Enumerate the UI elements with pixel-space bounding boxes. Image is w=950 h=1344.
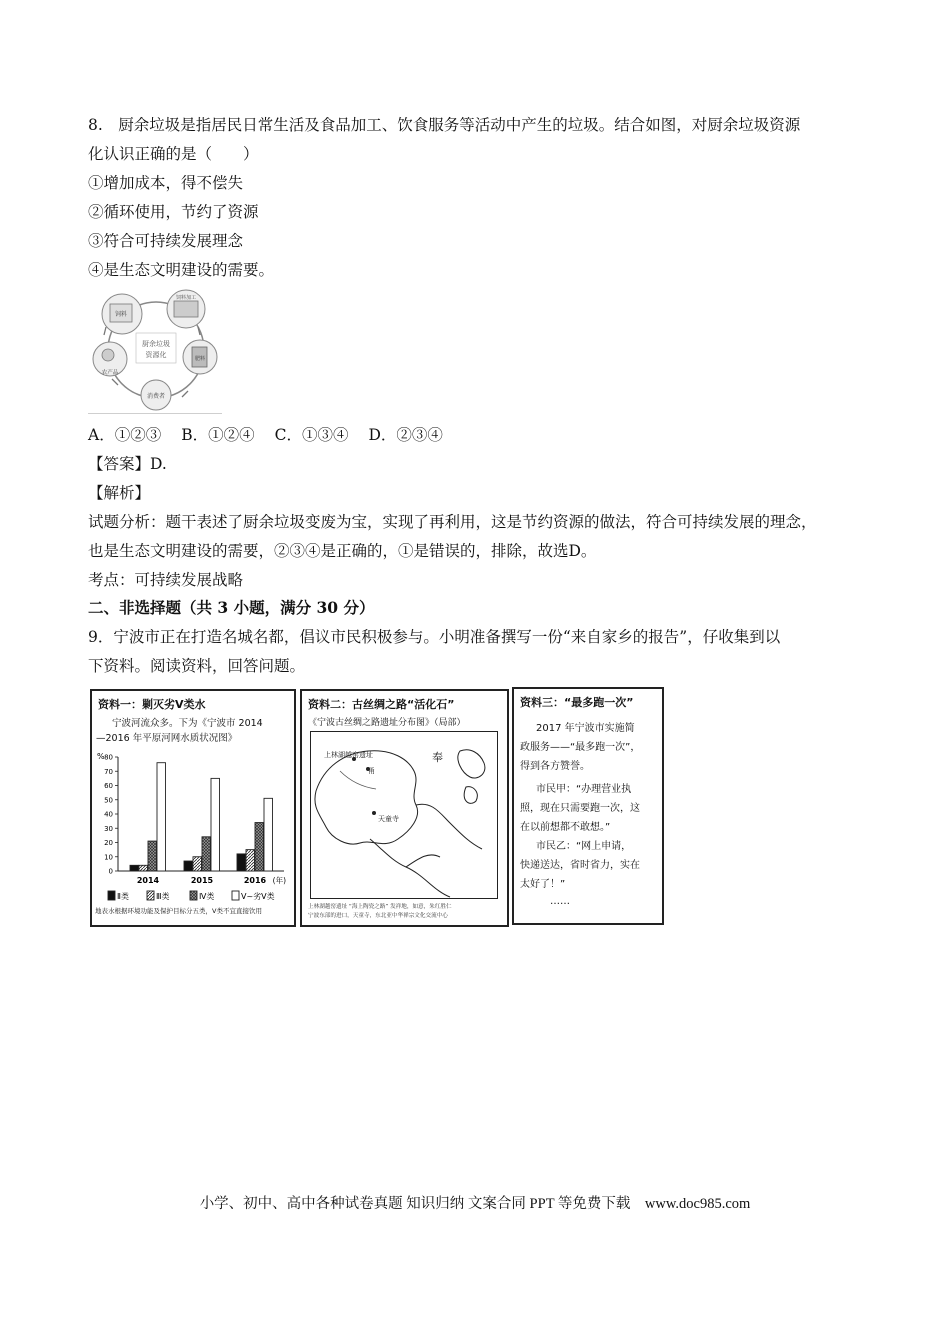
q9-stem-line1: 9．宁波市正在打造名城名都，倡议市民积极参与。小明准备撰写一份“来自家乡的报告”，仔收集到以 — [88, 628, 781, 646]
option-a: A．①②③ — [88, 426, 162, 444]
legend-swatch-2 — [190, 891, 197, 900]
x-tick-label: 2016 — [243, 876, 267, 885]
node-processing — [167, 290, 205, 328]
node-produce-label: 农产品 — [101, 370, 119, 376]
material-panel-2 — [300, 689, 509, 927]
y-tick-label: 70 — [104, 767, 113, 776]
panel2-caption-line2: 宁波东部的进口，天童寺，东北亚中华禅宗文化交流中心 — [308, 913, 448, 919]
q8-analysis-title: 【解析】 — [88, 484, 151, 502]
recycling-cycle-figure — [88, 287, 223, 412]
q9-stem-line2: 下资料。阅读资料，回答问题。 — [88, 657, 306, 675]
legend-label-3: Ⅴ~劣Ⅴ类 — [241, 892, 275, 901]
center-label — [136, 333, 176, 363]
legend-label-1: Ⅲ类 — [156, 892, 170, 901]
map-label-yong: 甬 — [368, 767, 375, 775]
x-tick-label: 2014 — [136, 876, 160, 885]
y-tick-label: 80 — [104, 753, 113, 762]
panel3-title: 资料三：“最多跑一次” — [520, 696, 634, 709]
node-consumer — [141, 380, 171, 410]
bar-2015-3 — [211, 778, 220, 871]
chart-bars — [130, 763, 273, 871]
water-quality-chart — [92, 745, 294, 915]
y-tick-label: 40 — [104, 810, 113, 819]
node-processing-label: 饲料加工 — [175, 295, 197, 301]
q8-statement-2: ②循环使用，节约了资源 — [88, 203, 259, 221]
panel3-line-2: 政服务——“最多跑一次”， — [520, 742, 641, 753]
panel1-source: 地表水根据环境功能及保护目标分五类，Ⅴ类不宜直接饮用 — [95, 907, 262, 915]
node-feed — [102, 294, 142, 334]
y-tick-label: 30 — [104, 824, 113, 833]
panel3-line-6: 在以前想都不敢想。” — [520, 822, 611, 833]
panel2-title: 资料二：古丝绸之路“活化石” — [308, 698, 455, 711]
option-b: B．①②④ — [181, 426, 255, 444]
y-unit-label: % — [97, 752, 105, 761]
node-fertilizer-label: 肥料 — [194, 356, 206, 362]
bar-2014-3 — [157, 763, 166, 871]
q8-stem-line1: 8. 厨余垃圾是指居民日常生活及食品加工、饮食服务等活动中产生的垃圾。结合如图，对厨余垃圾资源 — [88, 116, 801, 134]
q8-kaodian: 考点：可持续发展战略 — [88, 571, 244, 589]
panel3-line-3: 得到各方赞誉。 — [520, 761, 590, 772]
bar-2016-2 — [255, 823, 264, 871]
silk-road-site-map — [310, 731, 498, 899]
node-produce — [93, 342, 127, 376]
figure-divider — [88, 413, 222, 414]
q8-answer: 【答案】D. — [88, 455, 167, 473]
center-label-line1: 厨余垃圾 — [142, 340, 170, 348]
section2-title: 二、非选择题（共 3 小题，满分 30 分） — [88, 598, 375, 617]
y-tick-label: 20 — [104, 839, 113, 847]
q8-analysis-line2: 也是生态文明建设的需要，②③④是正确的，①是错误的，排除，故选D。 — [88, 542, 597, 560]
x-tick-label: 2015 — [190, 876, 214, 885]
bar-2014-2 — [148, 841, 157, 871]
legend-label-2: Ⅳ类 — [199, 892, 215, 901]
legend-swatch-1 — [147, 891, 154, 900]
q8-statement-4: ④是生态文明建设的需要。 — [88, 261, 275, 279]
panel2-caption-line1: 上林湖越窑遗址 “海上陶瓷之路” 发祥地，如意，朱红胜仁 — [308, 904, 452, 910]
map-label-shanglinhu: 上林湖越窑遗址 — [324, 751, 373, 759]
panel2-desc: 《宁波古丝绸之路遗址分布图》（局部） — [308, 718, 466, 728]
node-feed-label: 饲料 — [114, 311, 128, 318]
y-tick-label: 10 — [104, 853, 113, 862]
legend-swatch-3 — [232, 891, 239, 900]
q8-options — [88, 425, 443, 445]
panel3-line-10: …… — [550, 896, 570, 907]
panel1-desc-line2: —2016 年平原河网水质状况图》 — [96, 733, 238, 744]
panel1-title: 资料一：剿灭劣Ⅴ类水 — [98, 698, 206, 711]
bar-2014-1 — [139, 865, 148, 871]
q8-statement-1: ①增加成本，得不偿失 — [88, 174, 244, 192]
panel3-line-7: 市民乙：“网上申请， — [536, 841, 632, 852]
page-footer: 小学、初中、高中各种试卷真题 知识归纳 文案合同 PPT 等免费下载 www.doc985.com — [199, 1196, 751, 1212]
bar-2015-0 — [184, 861, 193, 871]
q8-analysis-line1: 试题分析：题干表述了厨余垃圾变废为宝，实现了再利用，这是节约资源的做法，符合可持续发展的理念， — [88, 513, 817, 531]
node-consumer-label: 消费者 — [146, 393, 166, 400]
center-label-line2: 资源化 — [145, 351, 167, 359]
map-label-tiantong: 天童寺 — [378, 815, 399, 823]
q8-stem-line2: 化认识正确的是（ ） — [88, 145, 259, 163]
y-tick-label: 60 — [104, 782, 113, 790]
y-tick-label: 0 — [108, 867, 113, 876]
bar-2016-0 — [237, 854, 246, 871]
q8-statement-3: ③符合可持续发展理念 — [88, 232, 244, 250]
option-d: D．②③④ — [368, 426, 443, 444]
bar-2016-3 — [264, 798, 273, 871]
x-unit-label: (年) — [272, 876, 286, 885]
legend-label-0: Ⅱ类 — [117, 892, 129, 901]
bar-2015-2 — [202, 837, 211, 871]
panel3-line-1: 2017 年宁波市实施简 — [536, 723, 635, 734]
y-tick-label: 50 — [104, 796, 113, 805]
chart-legend — [108, 891, 275, 901]
material-panel-1 — [90, 689, 296, 927]
panel3-line-4: 市民甲：“办理营业执 — [536, 784, 632, 795]
panel3-line-5: 照，现在只需要跑一次，这 — [520, 803, 640, 814]
panel1-desc-line1: 宁波河流众多。下为《宁波市 2014 — [112, 718, 263, 729]
panel3-line-8: 快递送达，省时省力，实在 — [520, 860, 640, 871]
bar-2014-0 — [130, 865, 139, 871]
material-panel-3 — [512, 687, 664, 925]
bar-2016-1 — [246, 850, 255, 871]
legend-swatch-0 — [108, 891, 115, 900]
option-c: C．①③④ — [274, 426, 349, 444]
node-fertilizer — [183, 340, 217, 374]
panel3-line-9: 太好了！” — [520, 879, 566, 890]
bar-2015-1 — [193, 857, 202, 871]
map-label-feng: 奉 — [432, 751, 443, 764]
